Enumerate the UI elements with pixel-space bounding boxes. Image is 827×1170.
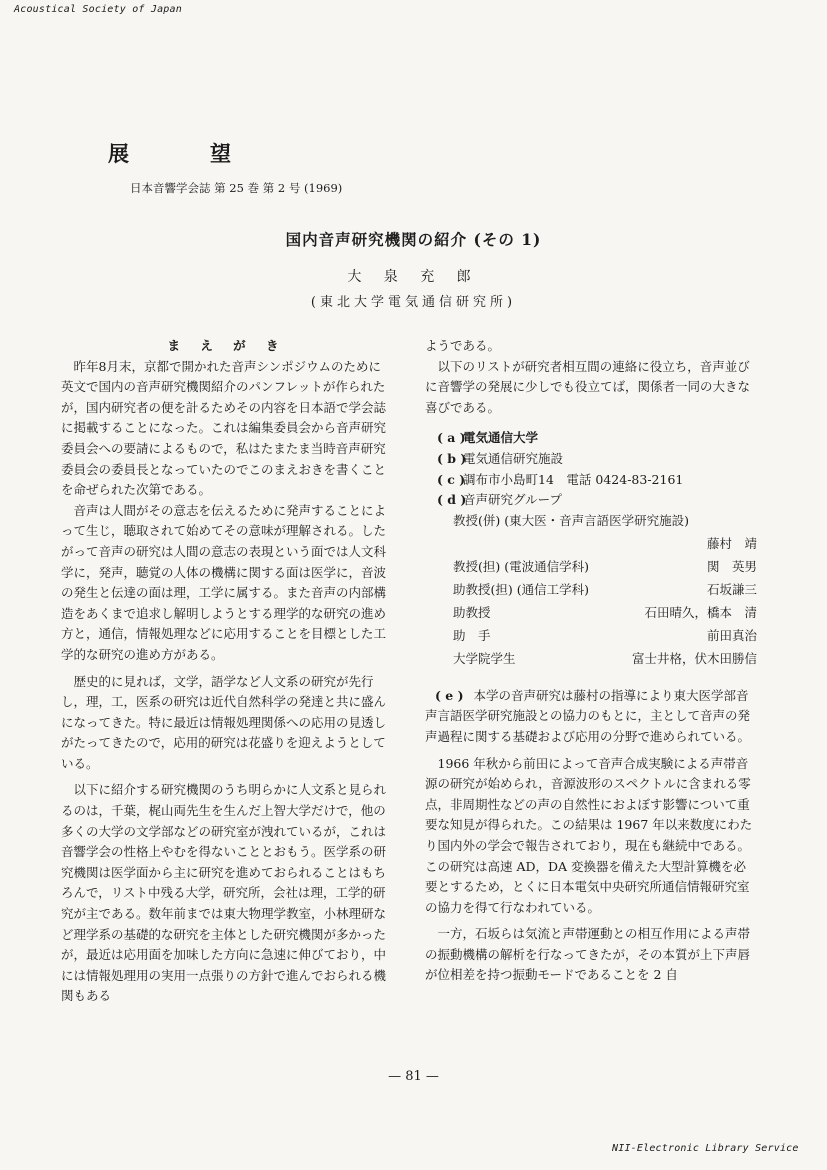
author-affiliation: (東北大学電気通信研究所) xyxy=(310,295,517,310)
list-item xyxy=(425,428,757,449)
staff-row xyxy=(425,603,757,626)
institution-list xyxy=(425,428,757,510)
right-column xyxy=(425,336,757,986)
staff-row xyxy=(425,626,757,649)
article-title: 国内音声研究機関の紹介 (その 1) xyxy=(285,230,542,249)
staff-role: 大学院学生 xyxy=(453,650,516,666)
author-name: 大 泉 充 郎 xyxy=(347,269,480,285)
journal-citation: 日本音響学会誌 第 25 巻 第 2 号 (1969) xyxy=(130,181,343,195)
paragraph: 一方，石坂らは気流と声帯運動との相互作用による声帯の振動機構の解析を行なってきたが，その本質が上下声唇が位相差を持つ振動モードであることを 2 自 xyxy=(425,926,751,983)
section-heading: ま え が き xyxy=(167,338,287,353)
section-title: 展 望 xyxy=(108,141,261,166)
staff-names: 関 英男 xyxy=(706,558,757,574)
list-label: ( d ) xyxy=(437,492,467,508)
staff-role: 助教授(担) (通信工学科) xyxy=(453,581,589,597)
left-column xyxy=(61,336,393,1007)
staff-row xyxy=(425,511,757,534)
list-text: 音声研究グループ xyxy=(463,492,563,508)
staff-row xyxy=(425,534,757,557)
list-label: ( a ) xyxy=(437,430,466,446)
staff-names: 富士井格，伏木田勝信 xyxy=(631,650,757,666)
paragraph: 昨年8月末，京都で開かれた音声シンポジウムのために英文で国内の音声研究機関紹介のパンフレットが作られたが，国内研究者の便を計るためその内容を日本語で学会誌に掲載することになった。これは編集委員会から音声研究委員会への要請によるもので，私はたまたま当時音声研究委員会の委員長となっていたのでこのまえおきを書くことを命ぜられた次第である。 xyxy=(61,358,387,498)
list-item xyxy=(425,470,757,491)
library-footer: NII-Electronic Library Service xyxy=(612,1143,799,1154)
staff-row xyxy=(425,649,757,672)
paragraph: 以下に紹介する研究機関のうち明らかに人文系と見られるのは，千葉，梶山両先生を生んだ上智大学だけで，他の多くの大学の文学部などの研究室が洩れているが，これは音響学会の性格上やむを得ないこととおもう。医学系の研究機関は医学面から主に研究を進めておられることはもちろんで，リスト中残る大学，研究所，会社は理，工学的研究が主である。数年前までは東大物理学教室，小林理研など理学系の基礎的な研究を主体とした研究機関が多かったが，最近は応用面を加味した方向に急速に伸びており，中には情報処理用の実用一点張りの方針で進んでおられる機関もある xyxy=(61,782,387,1004)
staff-role: 助教授 xyxy=(453,604,491,620)
staff-names: 石坂謙三 xyxy=(706,581,757,597)
staff-names: 石田晴久，橋本 清 xyxy=(644,604,757,620)
paragraph: 以下のリストが研究者相互間の連絡に役立ち，音声並びに音響学の発展に少しでも役立てば，関係者一同の大きな喜びである。 xyxy=(425,358,751,415)
paragraph xyxy=(425,686,757,748)
page-number: — 81 — xyxy=(388,1069,439,1084)
staff-role: 教授(併) (東大医・音声言語医学研究施設) xyxy=(453,512,689,528)
staff-row xyxy=(425,580,757,603)
list-item xyxy=(425,449,757,470)
staff-table xyxy=(425,511,757,672)
list-label: ( b ) xyxy=(437,450,467,466)
staff-role: 助 手 xyxy=(453,627,491,643)
paragraph: 1966 年秋から前田によって音声合成実験による声帯音源の研究が始められ，音源波形のスペクトルに含まれる零点，非周期性などの声の自然性におよぼす影響について重要な知見が得られた。この結果は 1967 年以来数度にわたり国内外の学会で報告されており，現在も継続中である。この研究は高速 AD，DA 変換器を備えた大型計算機を必要とするため，とくに日本電気中央研究所通信情報研究室の協力を得て行なわれている。 xyxy=(425,755,753,915)
staff-row xyxy=(425,557,757,580)
paragraph: 歴史的に見れば，文学，語学など人文系の研究が先行し，理，工，医系の研究は近代自然科学の発達と共に盛んになってきた。特に最近は情報処理関係への応用の見透しがたってきたので，応用的研究は花盛りを迎えようとしている。 xyxy=(61,673,387,771)
list-item xyxy=(425,490,757,511)
list-text: 電気通信大学 xyxy=(463,430,539,446)
paragraph-text: 本学の音声研究は藤村の指導により東大医学部音声言語医学研究施設との協力のもとに，主として音声の発声過程に関する基礎および応用の分野で進められている。 xyxy=(425,687,751,744)
list-text: 調布市小島町14 電話 0424-83-2161 xyxy=(463,471,684,487)
list-label: ( e ) xyxy=(435,687,464,703)
staff-role: 教授(担) (電波通信学科) xyxy=(453,558,589,574)
staff-names: 藤村 靖 xyxy=(706,535,757,551)
list-label: ( c ) xyxy=(437,471,466,487)
society-header: Acoustical Society of Japan xyxy=(14,4,182,15)
paragraph: ようである。 xyxy=(425,338,501,353)
staff-names: 前田真治 xyxy=(706,627,757,643)
list-text: 電気通信研究施設 xyxy=(463,450,564,466)
paragraph: 音声は人間がその意志を伝えるために発声することによって生じ，聴取されて始めてその意味が理解される。したがって音声の研究は人間の意志の表現という面では人文科学に，発声，聴覚の人体の機構に関する面は医学に，音波の発生と伝達の面は理，工学に属する。また音声の内部構造をあくまで追求し解明しようとする理学的な研究の進め方と，通信，情報処理などに応用することを目標とした工学的な研究の進め方がある。 xyxy=(61,502,387,662)
